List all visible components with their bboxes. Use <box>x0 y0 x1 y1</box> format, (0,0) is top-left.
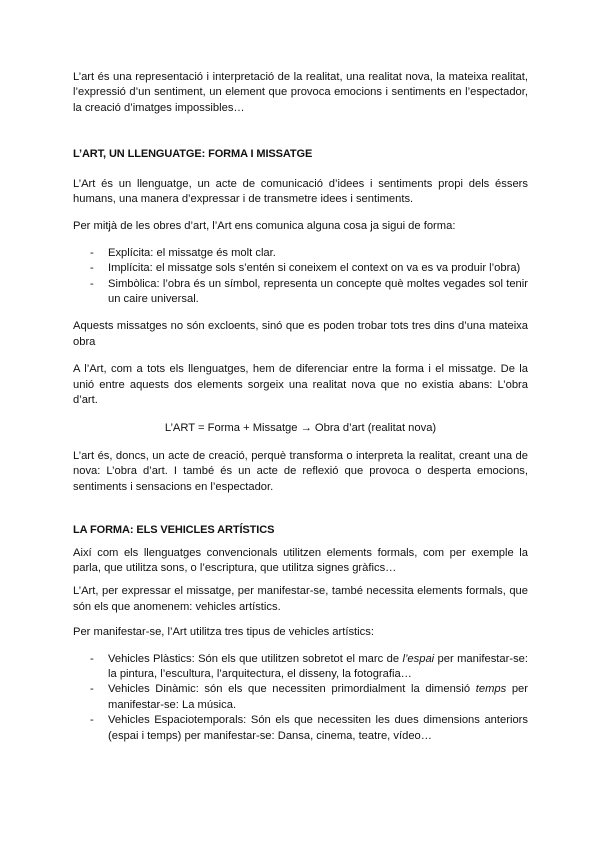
forms-list <box>73 246 528 308</box>
bullet-dash: - <box>90 277 94 290</box>
list-item: - Vehicles Plàstics: Són els que utilitzen sobretot el marc de l’espai per manifestar-se: la pintura, l’escultura, l’arquitectura, el disseny, la fotografia… <box>90 652 528 680</box>
paragraph-form-and-message: A l’Art, com a tots els llenguatges, hem de diferenciar entre la forma i el missatge. De la unió entre aquests dos elements sorgeix una realitat nova que no existia abans: L’obra d’art. <box>73 363 528 407</box>
art-formula: L’ART = Forma + Missatge → Obra d’art (realitat nova) <box>164 421 437 434</box>
list-item: - Explícita: el missatge és molt clar. <box>73 246 528 261</box>
section-heading-language: L’ART, UN LLENGUATGE: FORMA I MISSATGE <box>73 148 313 161</box>
list-item: - Implícita: el missatge sols s’entén si coneixem el context on va es va produir l’obra) <box>73 261 528 276</box>
bullet-dash: - <box>90 683 94 696</box>
paragraph-art-language: L’Art és un llenguatge, un acte de comunicació d’idees i sentiments propi dels éssers humans, una manera d’expressar i de transmetre idees i sentiments. <box>73 177 528 206</box>
paragraph-artistic-vehicles: L’Art, per expressar el missatge, per manifestar-se, també necessita elements formals, que són els que anomenem: vehicles artístics. <box>73 585 528 613</box>
paragraph-act-of-creation: L’art és, doncs, un acte de creació, perquè transforma o interpreta la realitat, creant una de nova: L’obra d’art. I també és un acte de reflexió que provoca o desperta emocions, sentiments i sensacions en l’espectador. <box>73 449 528 493</box>
document-body <box>73 70 528 744</box>
intro-paragraph: L’art és una representació i interpretació de la realitat, una realitat nova, la mateixa realitat, l’expressió d’un sentiment, un element que provoca emocions i sentiments en l’espectador, la creació d’imatges impossibles… <box>73 71 528 114</box>
list-item: - Vehicles Dinàmic: són els que necessiten primordialment la dimensió temps per manifestar-se: La música. <box>90 683 528 711</box>
list-item: - Vehicles Espaciotemporals: Són els que necessiten les dues dimensions anteriors (espai i temps) per manifestar-se: Dansa, cinema, teatre, vídeo… <box>90 714 528 742</box>
paragraph-communication-forms: Per mitjà de les obres d’art, l’Art ens comunica alguna cosa ja sigui de forma: <box>73 220 456 233</box>
section-heading-form: LA FORMA: ELS VEHICLES ARTÍSTICS <box>73 524 275 537</box>
paragraph-conventional-languages: Així com els llenguatges convencionals utilitzen elements formals, com per exemple la parla, que utilitza sons, o l’escriptura, que utilitza signes gràfics… <box>73 546 528 574</box>
list-item: - Simbòlica: l’obra és un símbol, representa un concepte què moltes vegades sol tenir un caire universal. <box>90 277 528 306</box>
bullet-dash: - <box>90 714 94 727</box>
vehicles-list <box>73 652 528 744</box>
paragraph-three-types: Per manifestar-se, l’Art utilitza tres tipus de vehicles artístics: <box>73 626 374 639</box>
paragraph-messages-not-exclusive: Aquests missatges no són excloents, sinó que es poden trobar tots tres dins d’una mateixa obra <box>73 320 528 348</box>
bullet-dash: - <box>90 262 94 275</box>
bullet-dash: - <box>90 246 94 259</box>
bullet-dash: - <box>90 652 94 665</box>
